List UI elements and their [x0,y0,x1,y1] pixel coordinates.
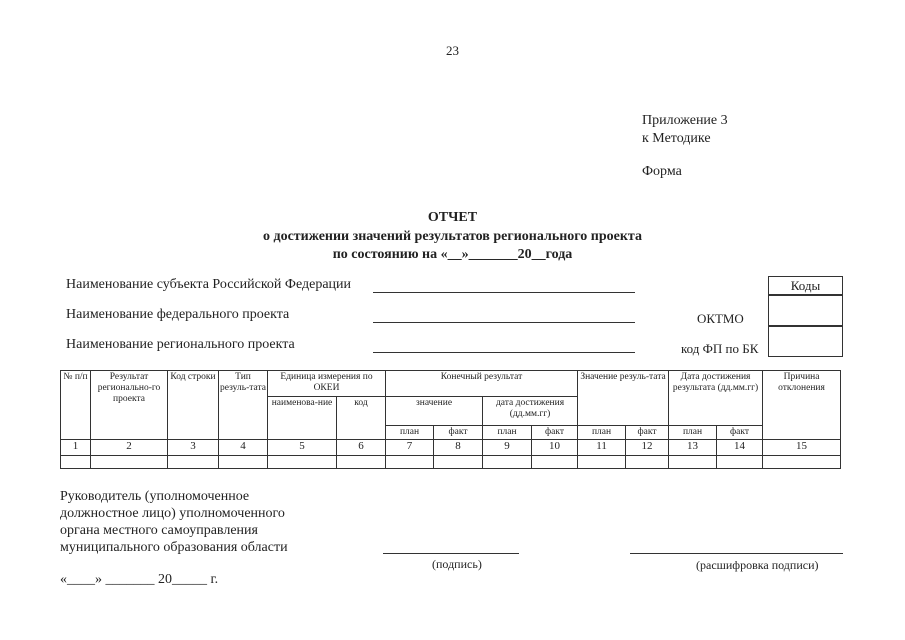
header-unit-code: код [337,397,386,440]
signatory-line-3: органа местного самоуправления [60,523,258,538]
subject-name-label: Наименование субъекта Российской Федерации [66,277,352,292]
header-result: Результат регионально-го проекта [91,371,168,440]
column-number: 10 [532,440,578,456]
report-date-line: по состоянию на «__»_______20__года [332,247,573,262]
regional-project-field[interactable] [373,352,635,353]
oktmo-label: ОКТМО [697,311,744,326]
header-final-result: Конечный результат [386,371,578,397]
page-number: 23 [446,43,459,58]
signature-caption: (подпись) [432,557,482,571]
regional-project-label: Наименование регионального проекта [66,337,295,352]
signatory-line-2: должностное лицо) уполномоченного [60,506,285,521]
subject-name-field[interactable] [373,292,635,293]
appendix-line-2: к Методике [642,131,711,146]
column-number: 2 [91,440,168,456]
signatory-block [60,488,288,556]
report-table [60,370,841,469]
form-label: Форма [642,164,682,179]
column-number: 7 [386,440,434,456]
codes-header-cell [768,276,843,296]
column-number: 1 [61,440,91,456]
column-number: 3 [168,440,219,456]
header-plan: план [483,426,532,440]
signature-decode-caption: (расшифровка подписи) [696,558,819,572]
header-unit-name: наименова-ние [268,397,337,440]
header-value: значение [386,397,483,426]
signature-decode-field[interactable] [630,553,843,554]
oktmo-code-cell[interactable] [768,294,843,327]
header-achieve-date: дата достижения (дд.мм.гг) [483,397,578,426]
column-number: 13 [669,440,717,456]
fp-bk-label: код ФП по БК [681,341,759,356]
header-result-value: Значение резуль-тата [578,371,669,426]
appendix-line-1: Приложение 3 [642,113,728,128]
column-number: 5 [268,440,337,456]
header-plan: план [669,426,717,440]
column-number: 12 [626,440,669,456]
column-number: 15 [763,440,841,456]
column-number: 14 [717,440,763,456]
column-number: 9 [483,440,532,456]
signatory-line-1: Руководитель (уполномоченное [60,489,250,504]
header-fact: факт [626,426,669,440]
header-plan: план [578,426,626,440]
federal-project-label: Наименование федерального проекта [66,307,290,322]
header-plan: план [386,426,434,440]
signatory-line-4: муниципального образования области [60,540,288,555]
fp-bk-code-cell[interactable] [768,325,843,357]
header-num: № п/п [61,371,91,440]
column-number: 6 [337,440,386,456]
header-reason: Причина отклонения [763,371,841,440]
header-unit: Единица измерения по ОКЕИ [268,371,386,397]
header-fact: факт [717,426,763,440]
signature-field[interactable] [383,553,519,554]
table-row[interactable] [61,456,841,469]
header-result-date: Дата достижения результата (дд.мм.гг) [669,371,763,426]
column-number: 4 [219,440,268,456]
federal-project-field[interactable] [373,322,635,323]
appendix-note [642,112,728,148]
header-fact: факт [434,426,483,440]
header-type: Тип резуль-тата [219,371,268,440]
header-code: Код строки [168,371,219,440]
signature-date: «____» _______ 20_____ г. [60,572,219,587]
report-subtitle: о достижении значений результатов регионального проекта [263,229,642,244]
header-fact: факт [532,426,578,440]
column-number: 8 [434,440,483,456]
column-number: 11 [578,440,626,456]
codes-header: Коды [790,278,821,293]
report-title: ОТЧЕТ [427,210,478,225]
